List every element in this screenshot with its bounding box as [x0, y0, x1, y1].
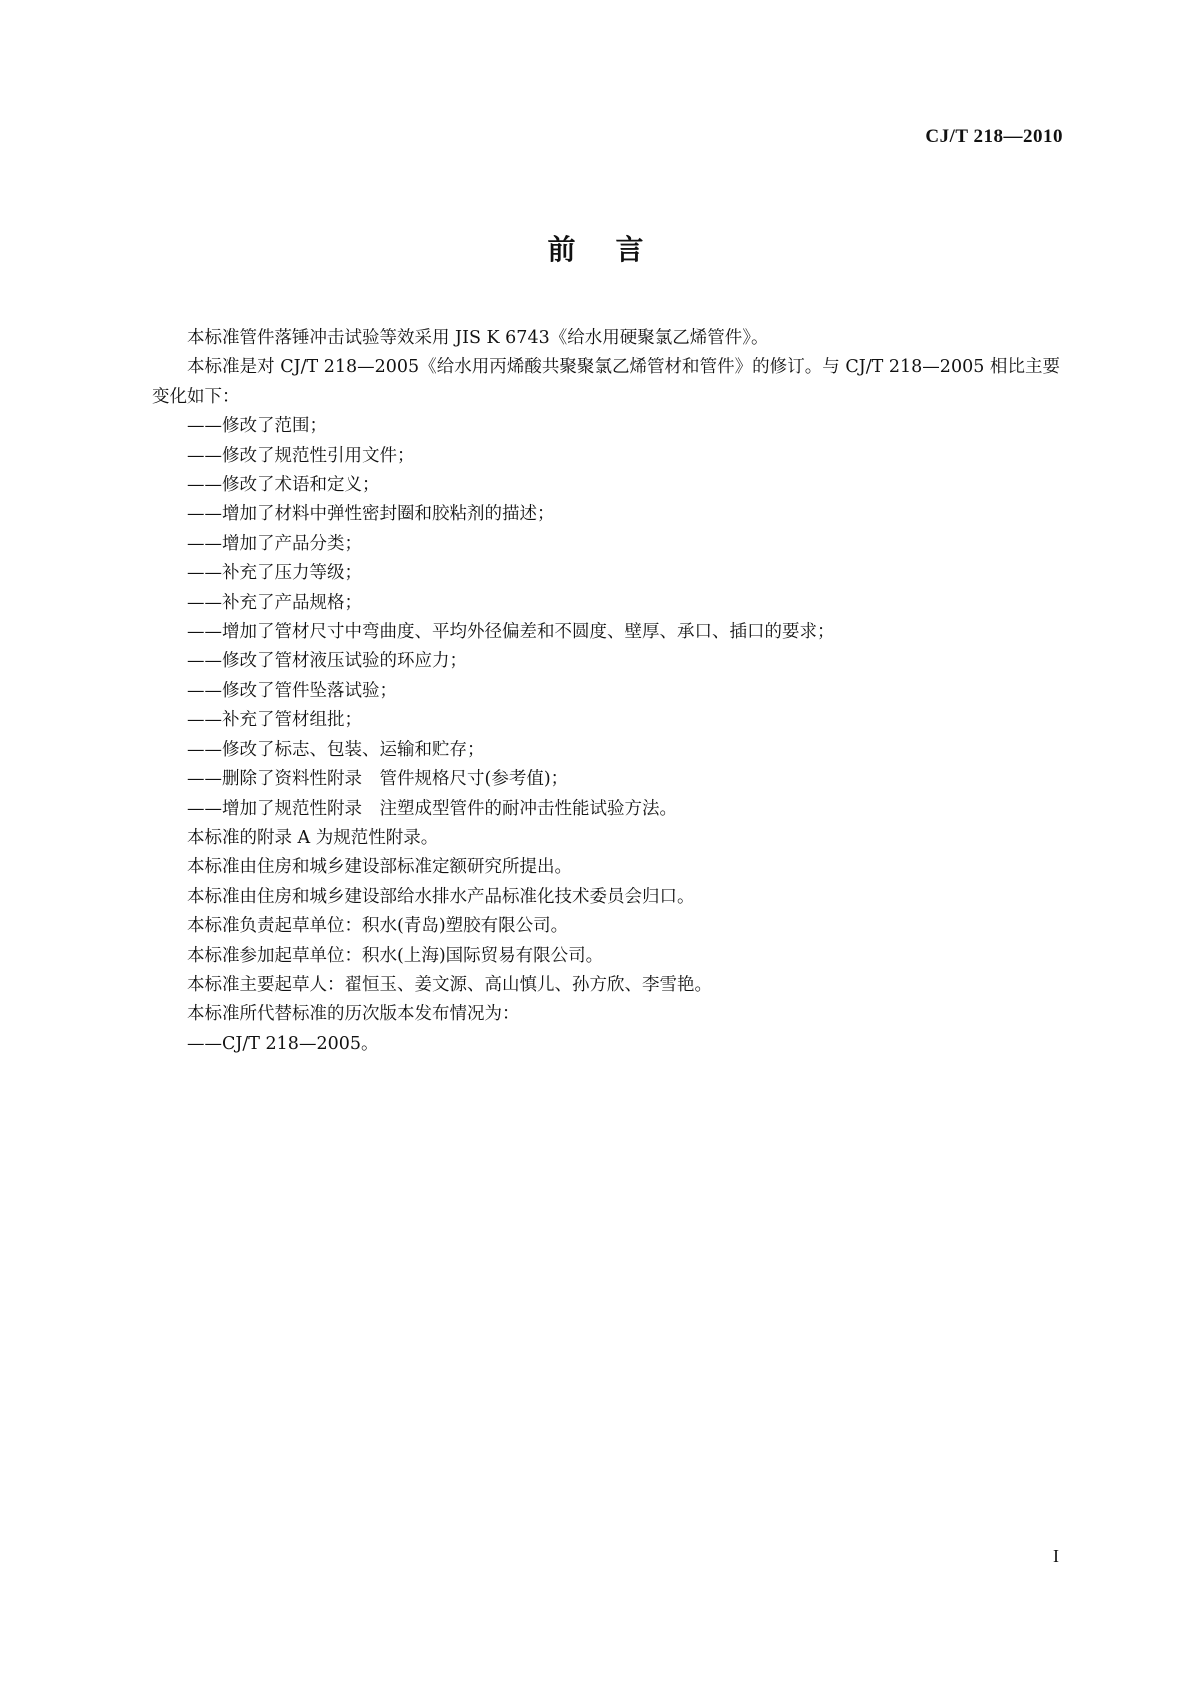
change-item: ——修改了标志、包装、运输和贮存； — [187, 739, 485, 760]
change-item: ——增加了管材尺寸中弯曲度、平均外径偏差和不圆度、壁厚、承口、插口的要求； — [187, 622, 835, 643]
statement-proposer: 本标准由住房和城乡建设部标准定额研究所提出。 — [187, 857, 572, 878]
page-title: 前言 — [547, 233, 684, 266]
change-item: ——删除了资料性附录 管件规格尺寸(参考值)； — [187, 769, 569, 790]
change-item: ——增加了材料中弹性密封圈和胶粘剂的描述； — [187, 504, 555, 525]
change-item: ——修改了术语和定义； — [187, 475, 380, 496]
change-item: ——补充了压力等级； — [187, 563, 362, 584]
change-item: ——修改了范围； — [187, 416, 327, 437]
change-item: ——补充了管材组批； — [187, 710, 362, 731]
statement-annex: 本标准的附录 A 为规范性附录。 — [187, 827, 439, 848]
page-number: I — [1053, 1546, 1059, 1566]
standard-number: CJ/T 218—2010 — [925, 126, 1063, 147]
statement-lead-drafter: 本标准负责起草单位：积水(青岛)塑胶有限公司。 — [187, 916, 569, 937]
statement-committee: 本标准由住房和城乡建设部给水排水产品标准化技术委员会归口。 — [187, 886, 695, 907]
foreword-content — [152, 324, 1060, 1059]
change-item: ——修改了规范性引用文件； — [187, 445, 415, 466]
change-item: ——修改了管材液压试验的环应力； — [187, 651, 467, 672]
change-item: ——补充了产品规格； — [187, 592, 362, 613]
change-item: ——增加了产品分类； — [187, 533, 362, 554]
change-item: ——修改了管件坠落试验； — [187, 680, 397, 701]
statement-previous-editions: 本标准所代替标准的历次版本发布情况为： — [187, 1004, 520, 1025]
previous-version-item: ——CJ/T 218—2005。 — [187, 1033, 379, 1054]
changes-list — [152, 412, 1060, 824]
statement-participating-drafter: 本标准参加起草单位：积水(上海)国际贸易有限公司。 — [187, 945, 604, 966]
intro-paragraph-revision: 本标准是对 CJ/T 218—2005《给水用丙烯酸共聚聚氯乙烯管材和管件》的修订。与 CJ/T 218—2005 相比主要变化如下： — [152, 357, 1060, 407]
statement-main-authors: 本标准主要起草人：翟恒玉、姜文源、高山慎儿、孙方欣、李雪艳。 — [187, 974, 712, 995]
change-item: ——增加了规范性附录 注塑成型管件的耐冲击性能试验方法。 — [187, 798, 677, 819]
intro-paragraph-equivalence: 本标准管件落锤冲击试验等效采用 JIS K 6743《给水用硬聚氯乙烯管件》。 — [187, 328, 769, 348]
